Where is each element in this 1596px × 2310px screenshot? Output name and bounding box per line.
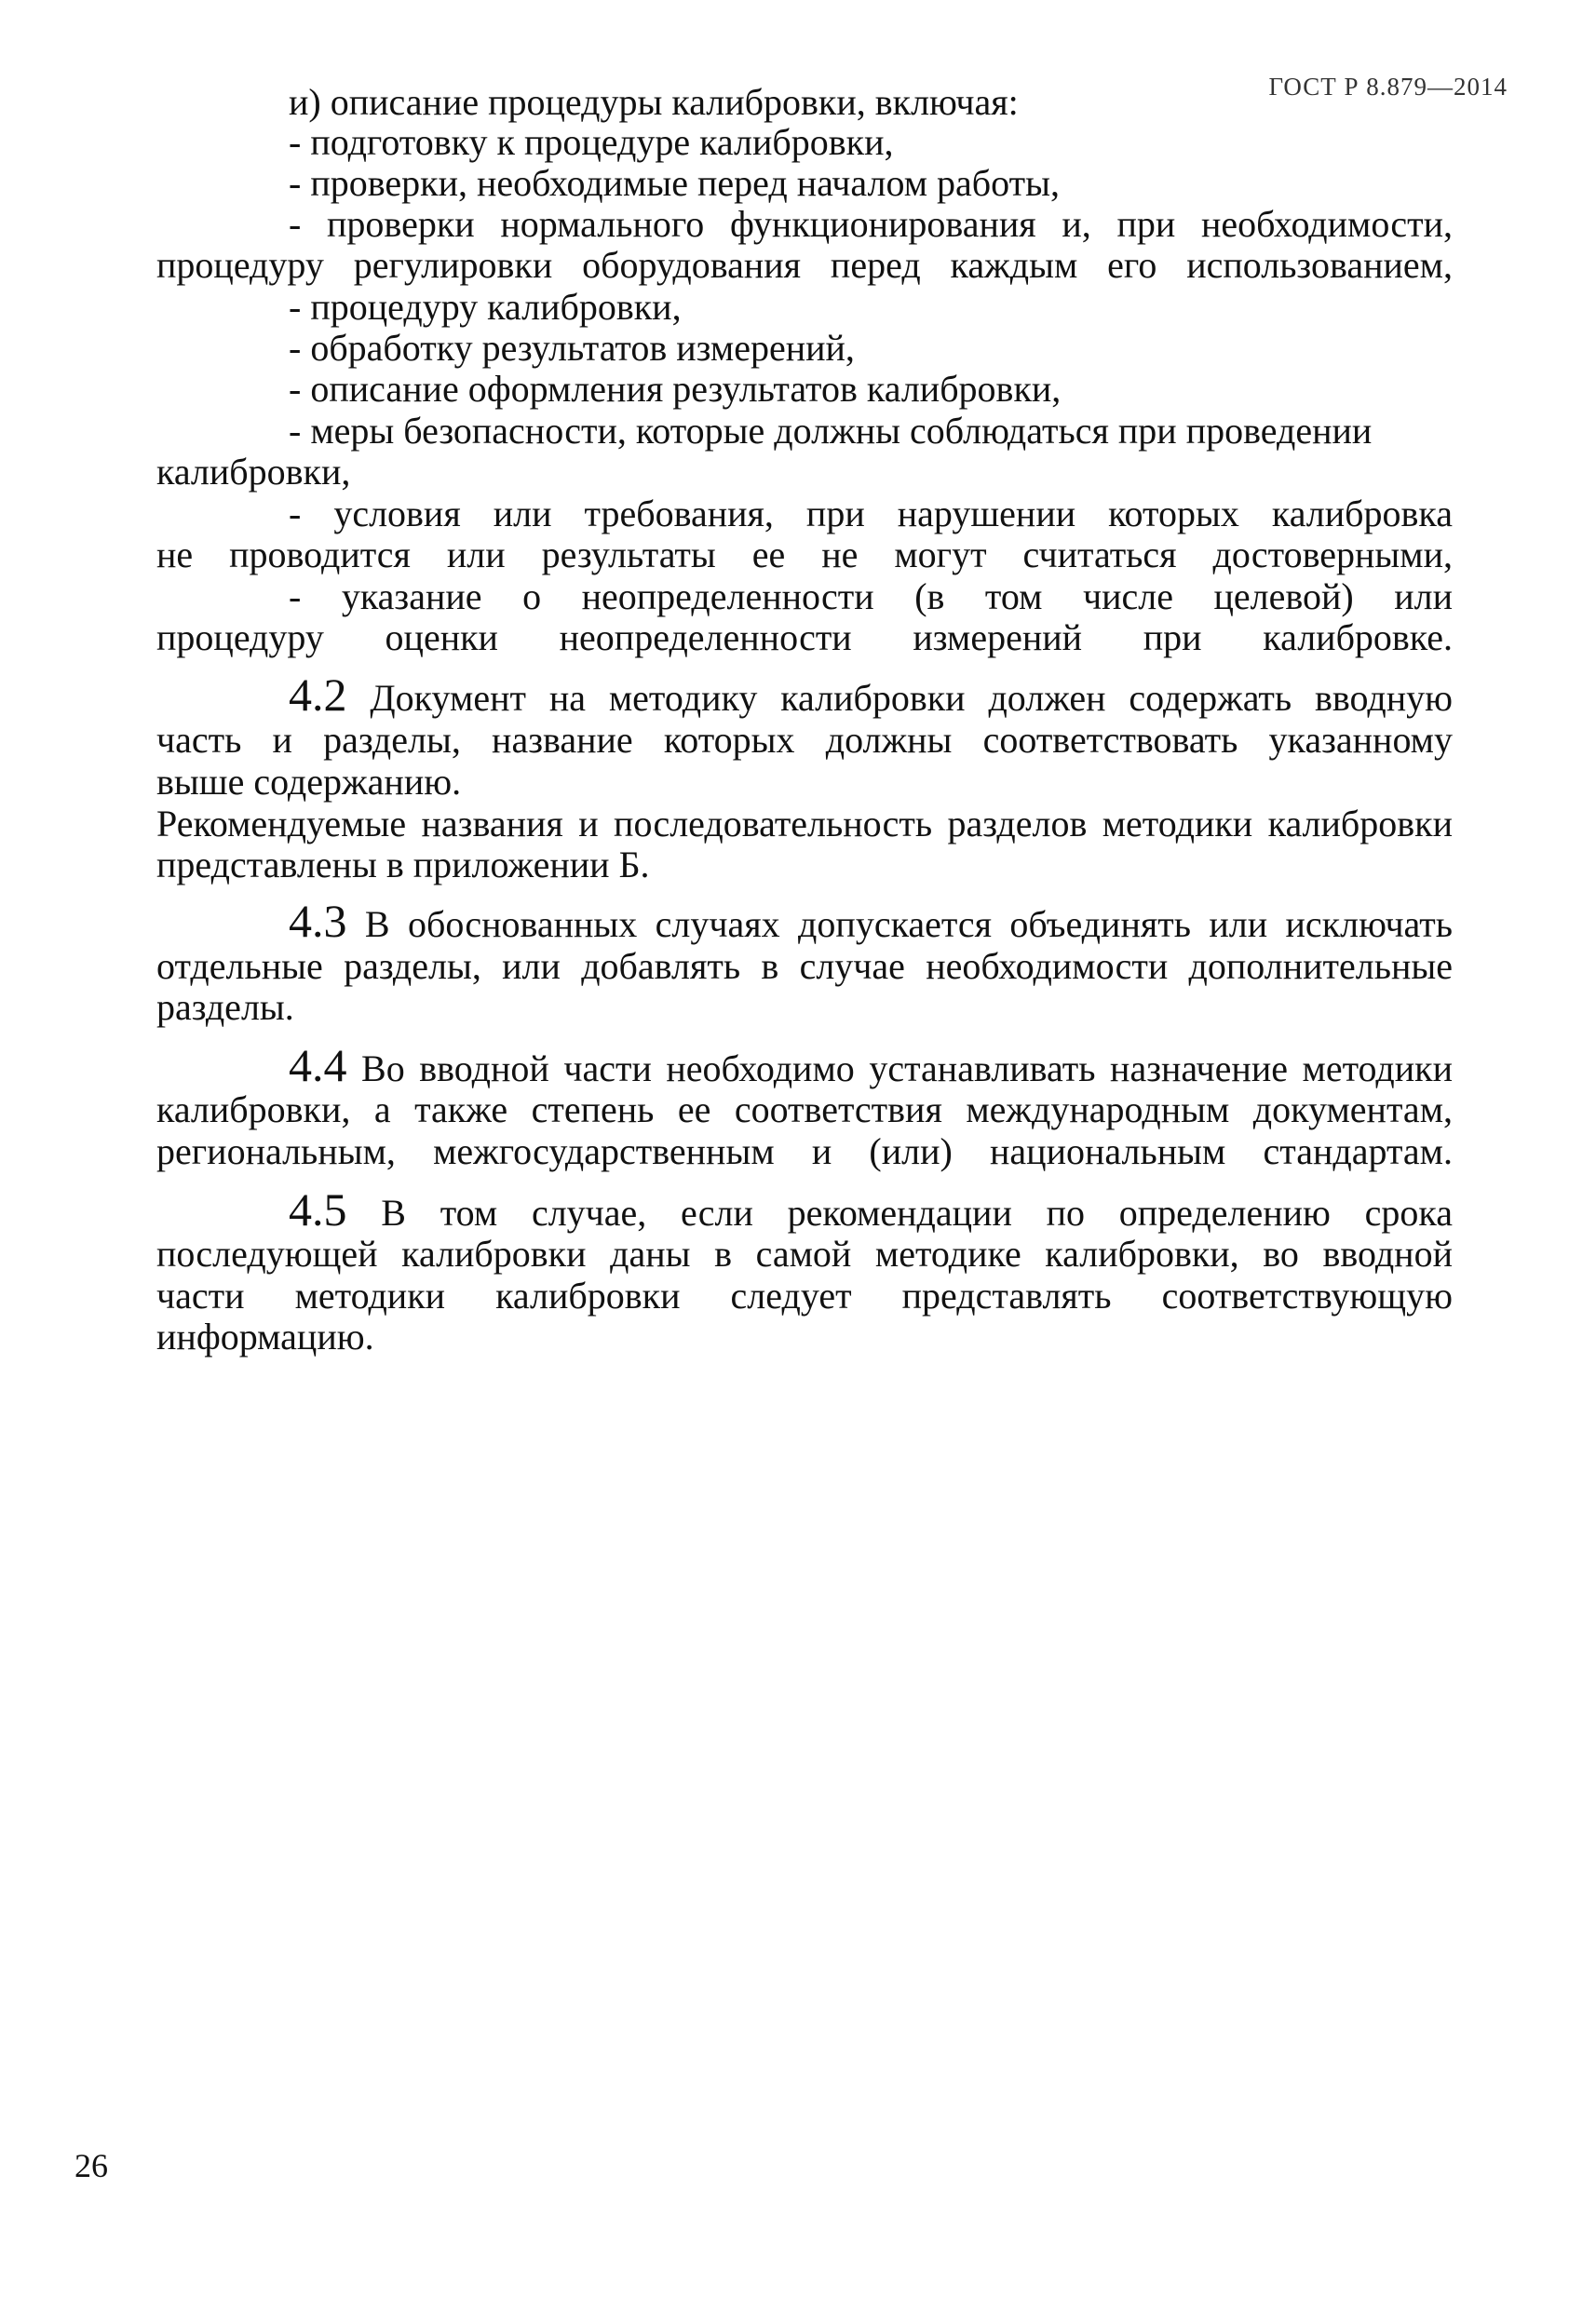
section-4-3-line: разделы. (156, 986, 294, 1028)
section-text: Во вводной части необходимо устанавливать назначение методики (361, 1047, 1453, 1089)
section-number: 4.4 (289, 1039, 347, 1091)
list-subitem-continuation: калибровки, (156, 451, 351, 493)
list-item-i-heading: и) описание процедуры калибровки, включая: (289, 81, 1019, 123)
list-subitem: - меры безопасности, которые должны соблюдаться при проведении (289, 410, 1373, 452)
page-number: 26 (74, 2147, 108, 2184)
section-text: В обоснованных случаях допускается объединять или исключать (364, 903, 1454, 945)
section-text: Документ на методику калибровки должен содержать вводную (370, 677, 1454, 719)
section-4-2-line: часть и разделы, название которых должны соответствовать указанному (156, 719, 1453, 761)
section-4-3-first-line (289, 895, 1454, 948)
list-subitem: - проверки нормального функционирования и, при необходимости, (289, 203, 1453, 245)
section-4-3-line: отдельные разделы, или добавлять в случае необходимости дополнительные (156, 945, 1453, 987)
section-4-4-first-line (289, 1039, 1453, 1092)
section-number: 4.5 (289, 1183, 347, 1236)
list-subitem-continuation: не проводится или результаты ее не могут считаться достоверными, (156, 534, 1453, 575)
section-4-2-line: выше содержанию. (156, 761, 462, 803)
section-number: 4.3 (289, 895, 347, 947)
list-subitem: - обработку результатов измерений, (289, 327, 855, 369)
section-4-2-first-line (289, 671, 1453, 722)
list-subitem: - подготовку к процедуре калибровки, (289, 121, 894, 163)
list-subitem: - указание о неопределенности (в том числе целевой) или (289, 575, 1453, 617)
section-4-4-line: региональным, межгосударственным и (или) национальным стандартам. (156, 1130, 1453, 1172)
list-subitem: - проверки, необходимые перед началом работы, (289, 162, 1060, 204)
document-code-header: ГОСТ Р 8.879—2014 (1268, 73, 1508, 101)
section-4-2-line: Рекомендуемые названия и последовательность разделов методики калибровки (156, 803, 1453, 844)
section-4-5-line: информацию. (156, 1316, 374, 1358)
section-4-5-line: последующей калибровки даны в самой методике калибровки, во вводной (156, 1233, 1453, 1275)
section-text: В том случае, если рекомендации по определению срока (381, 1192, 1454, 1234)
section-4-4-line: калибровки, а также степень ее соответствия международным документам, (156, 1088, 1453, 1130)
list-subitem: - процедуру калибровки, (289, 286, 682, 328)
section-4-5-first-line (289, 1183, 1454, 1236)
section-number: 4.2 (289, 669, 347, 721)
list-subitem: - условия или требования, при нарушении которых калибровка (289, 493, 1453, 534)
list-subitem: - описание оформления результатов калибровки, (289, 368, 1062, 410)
list-subitem-continuation: процедуру регулировки оборудования перед каждым его использованием, (156, 244, 1453, 286)
section-4-5-line: части методики калибровки следует представлять соответствующую (156, 1275, 1453, 1317)
section-4-2-line: представлены в приложении Б. (156, 844, 650, 885)
list-subitem-continuation: процедуру оценки неопределенности измерений при калибровке. (156, 616, 1453, 658)
